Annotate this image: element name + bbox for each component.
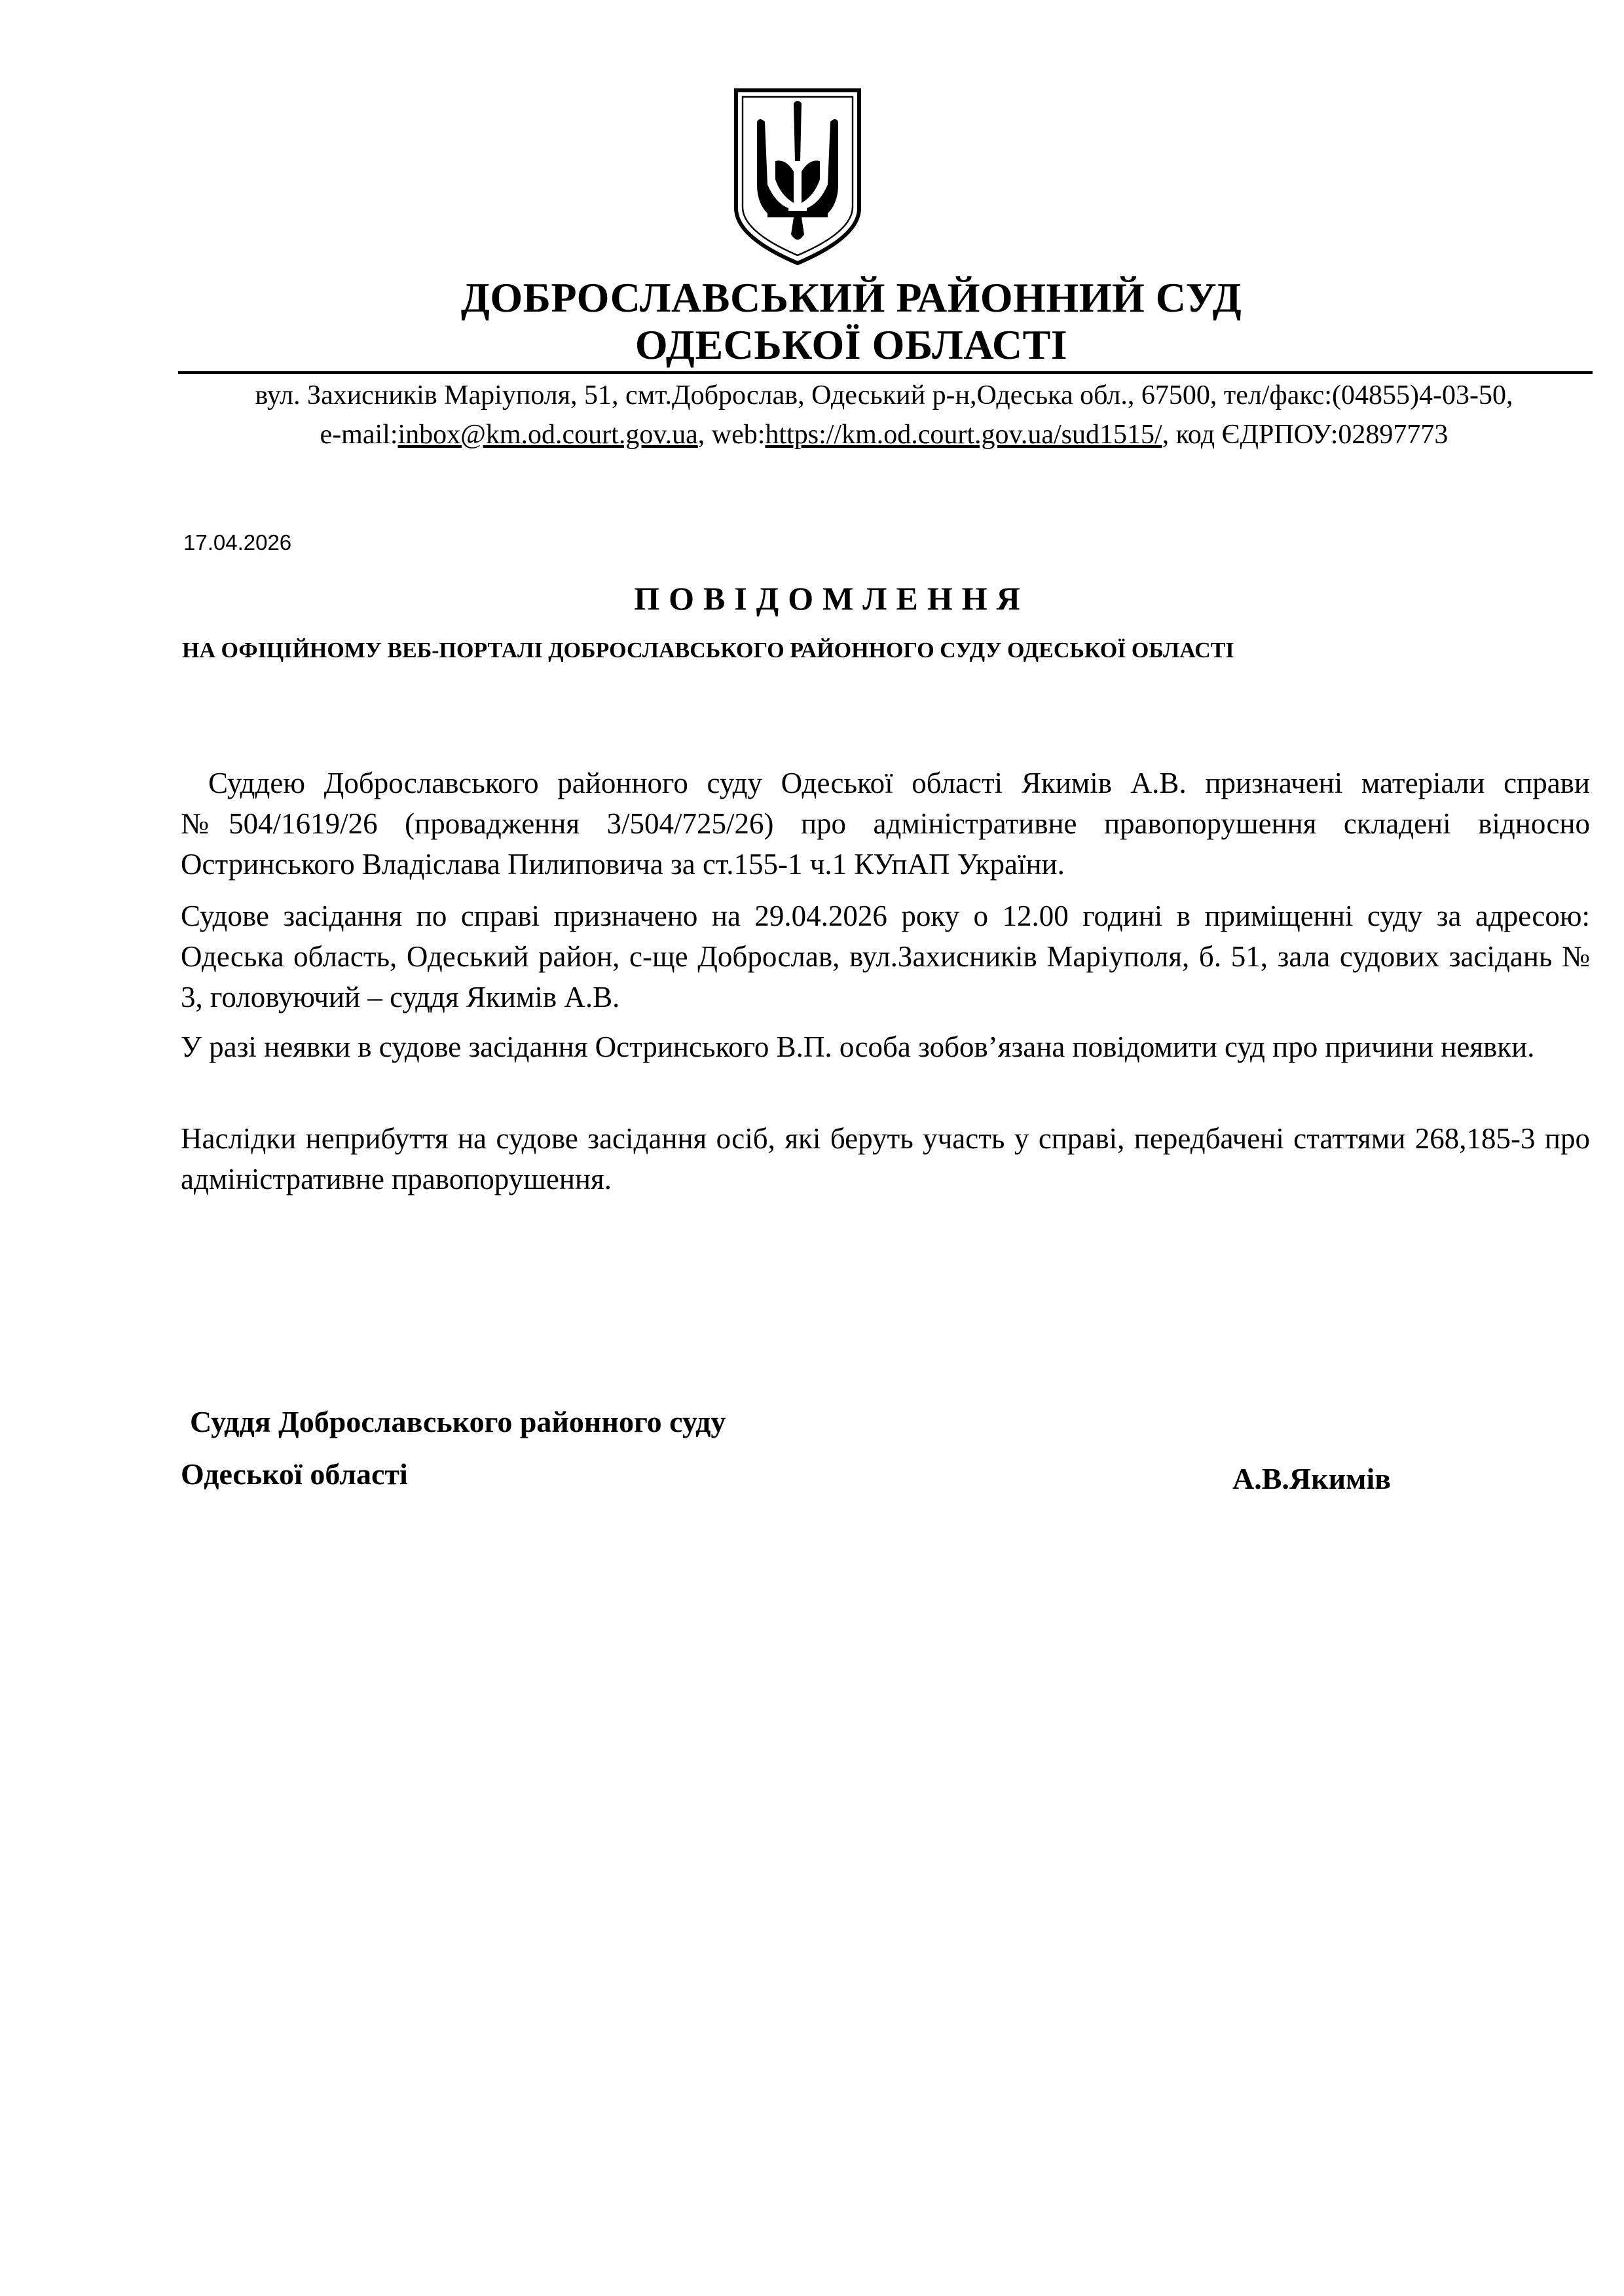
body-paragraph-3: У разі неявки в судове засідання Остринського В.П. особа зобов’язана повідомити суд про причини неявки. (181, 1030, 1535, 1063)
document-date: 17.04.2026 (183, 530, 292, 555)
court-contacts (177, 419, 1591, 450)
signatory-position-line2: Одеської області (181, 1457, 408, 1491)
body-paragraph-2: Судове засідання по справі призначено на 29.04.2026 року о 12.00 годині в приміщенні суду за адресою: Одеська область, Одеський район, с-ще Доброслав, вул.Захисників Маріуполя, б. 51, зала судових засідань № 3, головуючий – суддя Якимів А.В. (181, 900, 1590, 1013)
court-address: вул. Захисників Маріуполя, 51, смт.Доброслав, Одеський р-н,Одеська обл., 67500, тел/факс:(04855)4-03-50, (255, 380, 1513, 410)
coat-of-arms-icon (728, 82, 867, 268)
edrpou-code: , код ЄДРПОУ:02897773 (1162, 420, 1449, 450)
body-paragraph-4: Наслідки неприбуття на судове засідання осіб, які беруть участь у справі, передбачені статтями 268,185-3 про адміністративне правопорушення. (181, 1122, 1590, 1195)
court-name-line2: ОДЕСЬКОЇ ОБЛАСТІ (635, 321, 1068, 368)
signatory-name: А.В.Якимів (1232, 1462, 1392, 1495)
header-divider (178, 371, 1593, 374)
court-name-line1: ДОБРОСЛАВСЬКИЙ РАЙОННИЙ СУД (460, 274, 1242, 321)
signatory-position-line1: Суддя Доброславського районного суду (190, 1405, 726, 1438)
website-link[interactable]: https://km.od.court.gov.ua/sud1515/ (765, 420, 1162, 450)
body-paragraph-1: Суддею Доброславського районного суду Одеської області Якимів А.В. призначені матеріали справи №504/1619/26 (провадження 3/504/725/26) про адміністративне правопорушення складені відносно Остринського Владіслава Пилиповича за ст.155-1 ч.1 КУпАП України. (181, 767, 1590, 881)
email-link[interactable]: inbox@km.od.court.gov.ua (397, 420, 698, 450)
notice-title: ПОВІДОМЛЕННЯ (634, 580, 1029, 617)
web-label: , web: (697, 420, 766, 450)
email-label: e-mail: (320, 420, 398, 450)
notice-subtitle: НА ОФІЦІЙНОМУ ВЕБ-ПОРТАЛІ ДОБРОСЛАВСЬКОГО РАЙОННОГО СУДУ ОДЕСЬКОЇ ОБЛАСТІ (182, 638, 1234, 663)
